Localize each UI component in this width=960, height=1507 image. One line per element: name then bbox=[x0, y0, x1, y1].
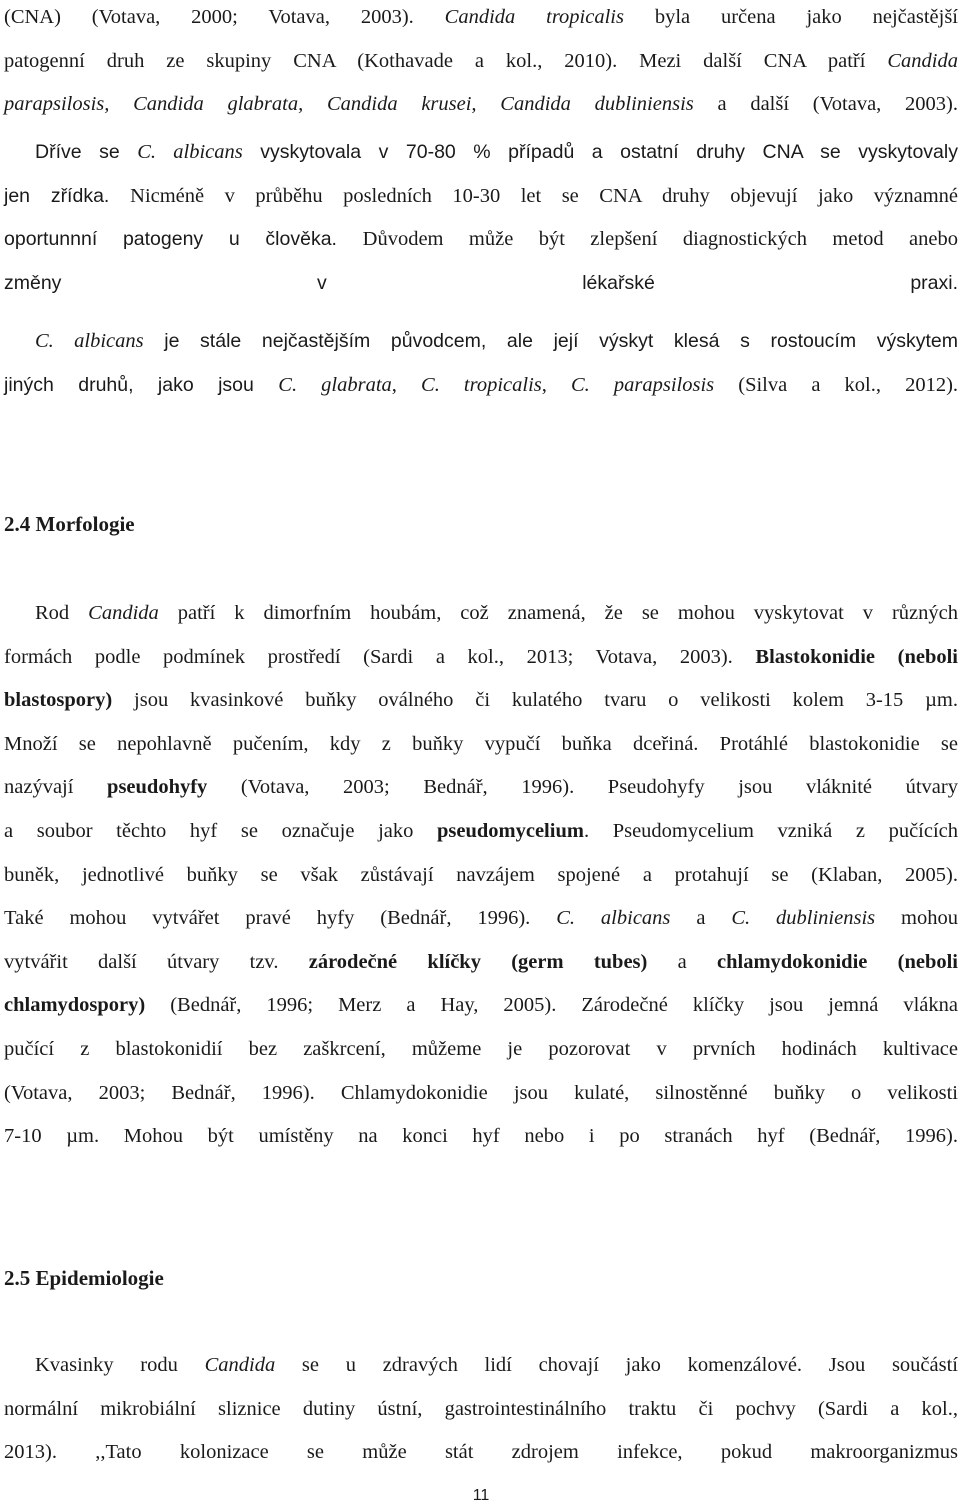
species-name: Candida bbox=[204, 1354, 276, 1376]
text-run: (Votava, 2003; Bednář, 1996). Pseudohyfy jsou vláknité útvary bbox=[207, 776, 958, 799]
text-line bbox=[4, 636, 958, 680]
text-run: jsou kvasinkové buňky oválného či kulatého tvaru o velikosti kolem 3-15 µm. bbox=[112, 689, 958, 712]
species-name: C. tropicalis bbox=[421, 373, 542, 396]
text-line bbox=[4, 262, 958, 306]
text-run: jiných druhů, jako jsou bbox=[4, 373, 279, 396]
text-run: Dříve se bbox=[35, 141, 138, 163]
text-run: nazývají bbox=[4, 776, 108, 799]
text-run: formách podle podmínek prostředí (Sardi a kol., 2013; Votava, 2003). bbox=[4, 645, 756, 668]
paragraph-cna-species bbox=[4, 0, 958, 127]
text-run: změny v lékařské praxi. bbox=[4, 271, 958, 294]
text-line bbox=[4, 766, 958, 810]
text-run: 2013). ,,Tato kolonizace se může stát zdrojem infekce, pokud makroorganizmus bbox=[4, 1441, 958, 1464]
text-line bbox=[4, 723, 958, 767]
text-run: oportunnní patogeny u člověka. bbox=[4, 228, 363, 251]
bold-term: chlamydokonidie (neboli bbox=[717, 950, 958, 973]
text-run: Také mohou vytvářet pravé hyfy (Bednář, 1996). bbox=[4, 907, 557, 930]
document-page bbox=[4, 0, 958, 1507]
species-name: C. glabrata bbox=[278, 373, 392, 396]
bold-term: chlamydospory) bbox=[4, 994, 146, 1017]
text-line bbox=[4, 83, 958, 127]
text-run: mohou bbox=[875, 907, 958, 930]
bold-term: pseudohyfy bbox=[107, 776, 208, 799]
text-run: Nicméně v průběhu posledních 10-30 let se CNA druhy objevují jako významné bbox=[130, 184, 958, 207]
text-line bbox=[4, 218, 958, 262]
text-line bbox=[4, 320, 958, 364]
text-line bbox=[4, 1028, 958, 1072]
paragraph-historical-occurrence bbox=[4, 131, 958, 305]
text-run: Rod bbox=[35, 602, 89, 624]
text-line bbox=[4, 810, 958, 854]
text-run: a bbox=[670, 907, 732, 930]
text-run: vyskytovala v 70-80 % případů a ostatní druhy CNA se vyskytovaly bbox=[242, 141, 958, 163]
species-name: Candida tropicalis bbox=[444, 6, 624, 28]
species-name: C. albicans bbox=[137, 141, 243, 163]
text-line bbox=[4, 1072, 958, 1116]
text-run: je stále nejčastějším původcem, ale její výskyt klesá s rostoucím výskytem bbox=[143, 330, 958, 352]
paragraph-epidemiology bbox=[4, 1344, 958, 1475]
species-name: C. albicans bbox=[35, 330, 144, 352]
text-run: jen zřídka. bbox=[4, 184, 131, 207]
text-line bbox=[4, 131, 958, 175]
text-line bbox=[4, 941, 958, 985]
text-line bbox=[4, 854, 958, 898]
text-run: se u zdravých lidí chovají jako komenzálové. Jsou součástí bbox=[275, 1354, 958, 1376]
text-run: , bbox=[391, 373, 422, 396]
text-run: a bbox=[647, 950, 717, 973]
section-heading-morphology: 2.4 Morfologie bbox=[4, 512, 135, 536]
bold-term: pseudomycelium bbox=[437, 819, 584, 842]
text-line bbox=[4, 984, 958, 1028]
section-heading-epidemiology: 2.5 Epidemiologie bbox=[4, 1266, 164, 1290]
paragraph-albicans-prevalence bbox=[4, 320, 958, 407]
text-line bbox=[4, 679, 958, 723]
text-run: (Bednář, 1996; Merz a Hay, 2005). Zárodečné klíčky jsou jemná vlákna bbox=[145, 994, 958, 1017]
text-line bbox=[4, 897, 958, 941]
species-name: parapsilosis, Candida glabrata, Candida krusei, Candida dubliniensis bbox=[4, 93, 694, 116]
text-line bbox=[4, 1431, 958, 1475]
text-run: 7-10 µm. Mohou být umístěny na konci hyf nebo i po stranách hyf (Bednář, 1996). bbox=[4, 1125, 958, 1148]
text-run: a další (Votava, 2003). bbox=[693, 93, 958, 116]
text-run: . Pseudomycelium vzniká z pučících bbox=[583, 819, 959, 842]
page-number: 11 bbox=[472, 1487, 490, 1504]
text-line bbox=[4, 1388, 958, 1432]
text-line bbox=[4, 1115, 958, 1159]
text-run: (Votava, 2003; Bednář, 1996). Chlamydokonidie jsou kulaté, silnostěnné buňky o velikosti bbox=[4, 1081, 958, 1104]
text-run: patogenní druh ze skupiny CNA (Kothavade a kol., 2010). Mezi další CNA patří bbox=[4, 49, 888, 72]
text-line bbox=[4, 364, 958, 408]
bold-term: Blastokonidie (neboli bbox=[755, 645, 958, 668]
text-run: Důvodem může být zlepšení diagnostických metod anebo bbox=[362, 228, 958, 251]
text-run: , bbox=[541, 373, 571, 396]
bold-term: blastospory) bbox=[4, 689, 113, 712]
species-name: Candida bbox=[88, 602, 159, 624]
text-line bbox=[4, 175, 958, 219]
text-run: (CNA) (Votava, 2000; Votava, 2003). bbox=[4, 6, 445, 28]
text-run: normální mikrobiální sliznice dutiny ústní, gastrointestinálního traktu či pochvy (Sardi a kol., bbox=[4, 1397, 958, 1420]
text-line bbox=[4, 40, 958, 84]
text-run: buněk, jednotlivé buňky se však zůstávají navzájem spojené a protahují se (Klaban, 2005). bbox=[4, 863, 958, 886]
species-name: Candida bbox=[887, 49, 958, 72]
text-run: byla určena jako nejčastější bbox=[623, 6, 958, 28]
text-line bbox=[4, 0, 958, 40]
paragraph-morphology bbox=[4, 592, 958, 1159]
text-run: Množí se nepohlavně pučením, kdy z buňky vypučí buňka dceřiná. Protáhlé blastokonidie se bbox=[4, 732, 958, 755]
bold-term: zárodečné klíčky (germ tubes) bbox=[308, 950, 648, 973]
species-name: C. albicans bbox=[556, 907, 671, 930]
species-name: C. dubliniensis bbox=[731, 907, 876, 930]
text-line bbox=[4, 1344, 958, 1388]
text-run: (Silva a kol., 2012). bbox=[714, 373, 959, 396]
species-name: C. parapsilosis bbox=[571, 373, 715, 396]
text-run: pučící z blastokonidií bez zaškrcení, můžeme je pozorovat v prvních hodinách kultivace bbox=[4, 1037, 958, 1060]
text-run: Kvasinky rodu bbox=[35, 1354, 205, 1376]
text-run: vytvářit další útvary tzv. bbox=[4, 950, 309, 973]
text-run: a soubor těchto hyf se označuje jako bbox=[4, 819, 437, 842]
text-run: patří k dimorfním houbám, což znamená, že se mohou vyskytovat v různých bbox=[158, 602, 958, 624]
text-line bbox=[4, 592, 958, 636]
